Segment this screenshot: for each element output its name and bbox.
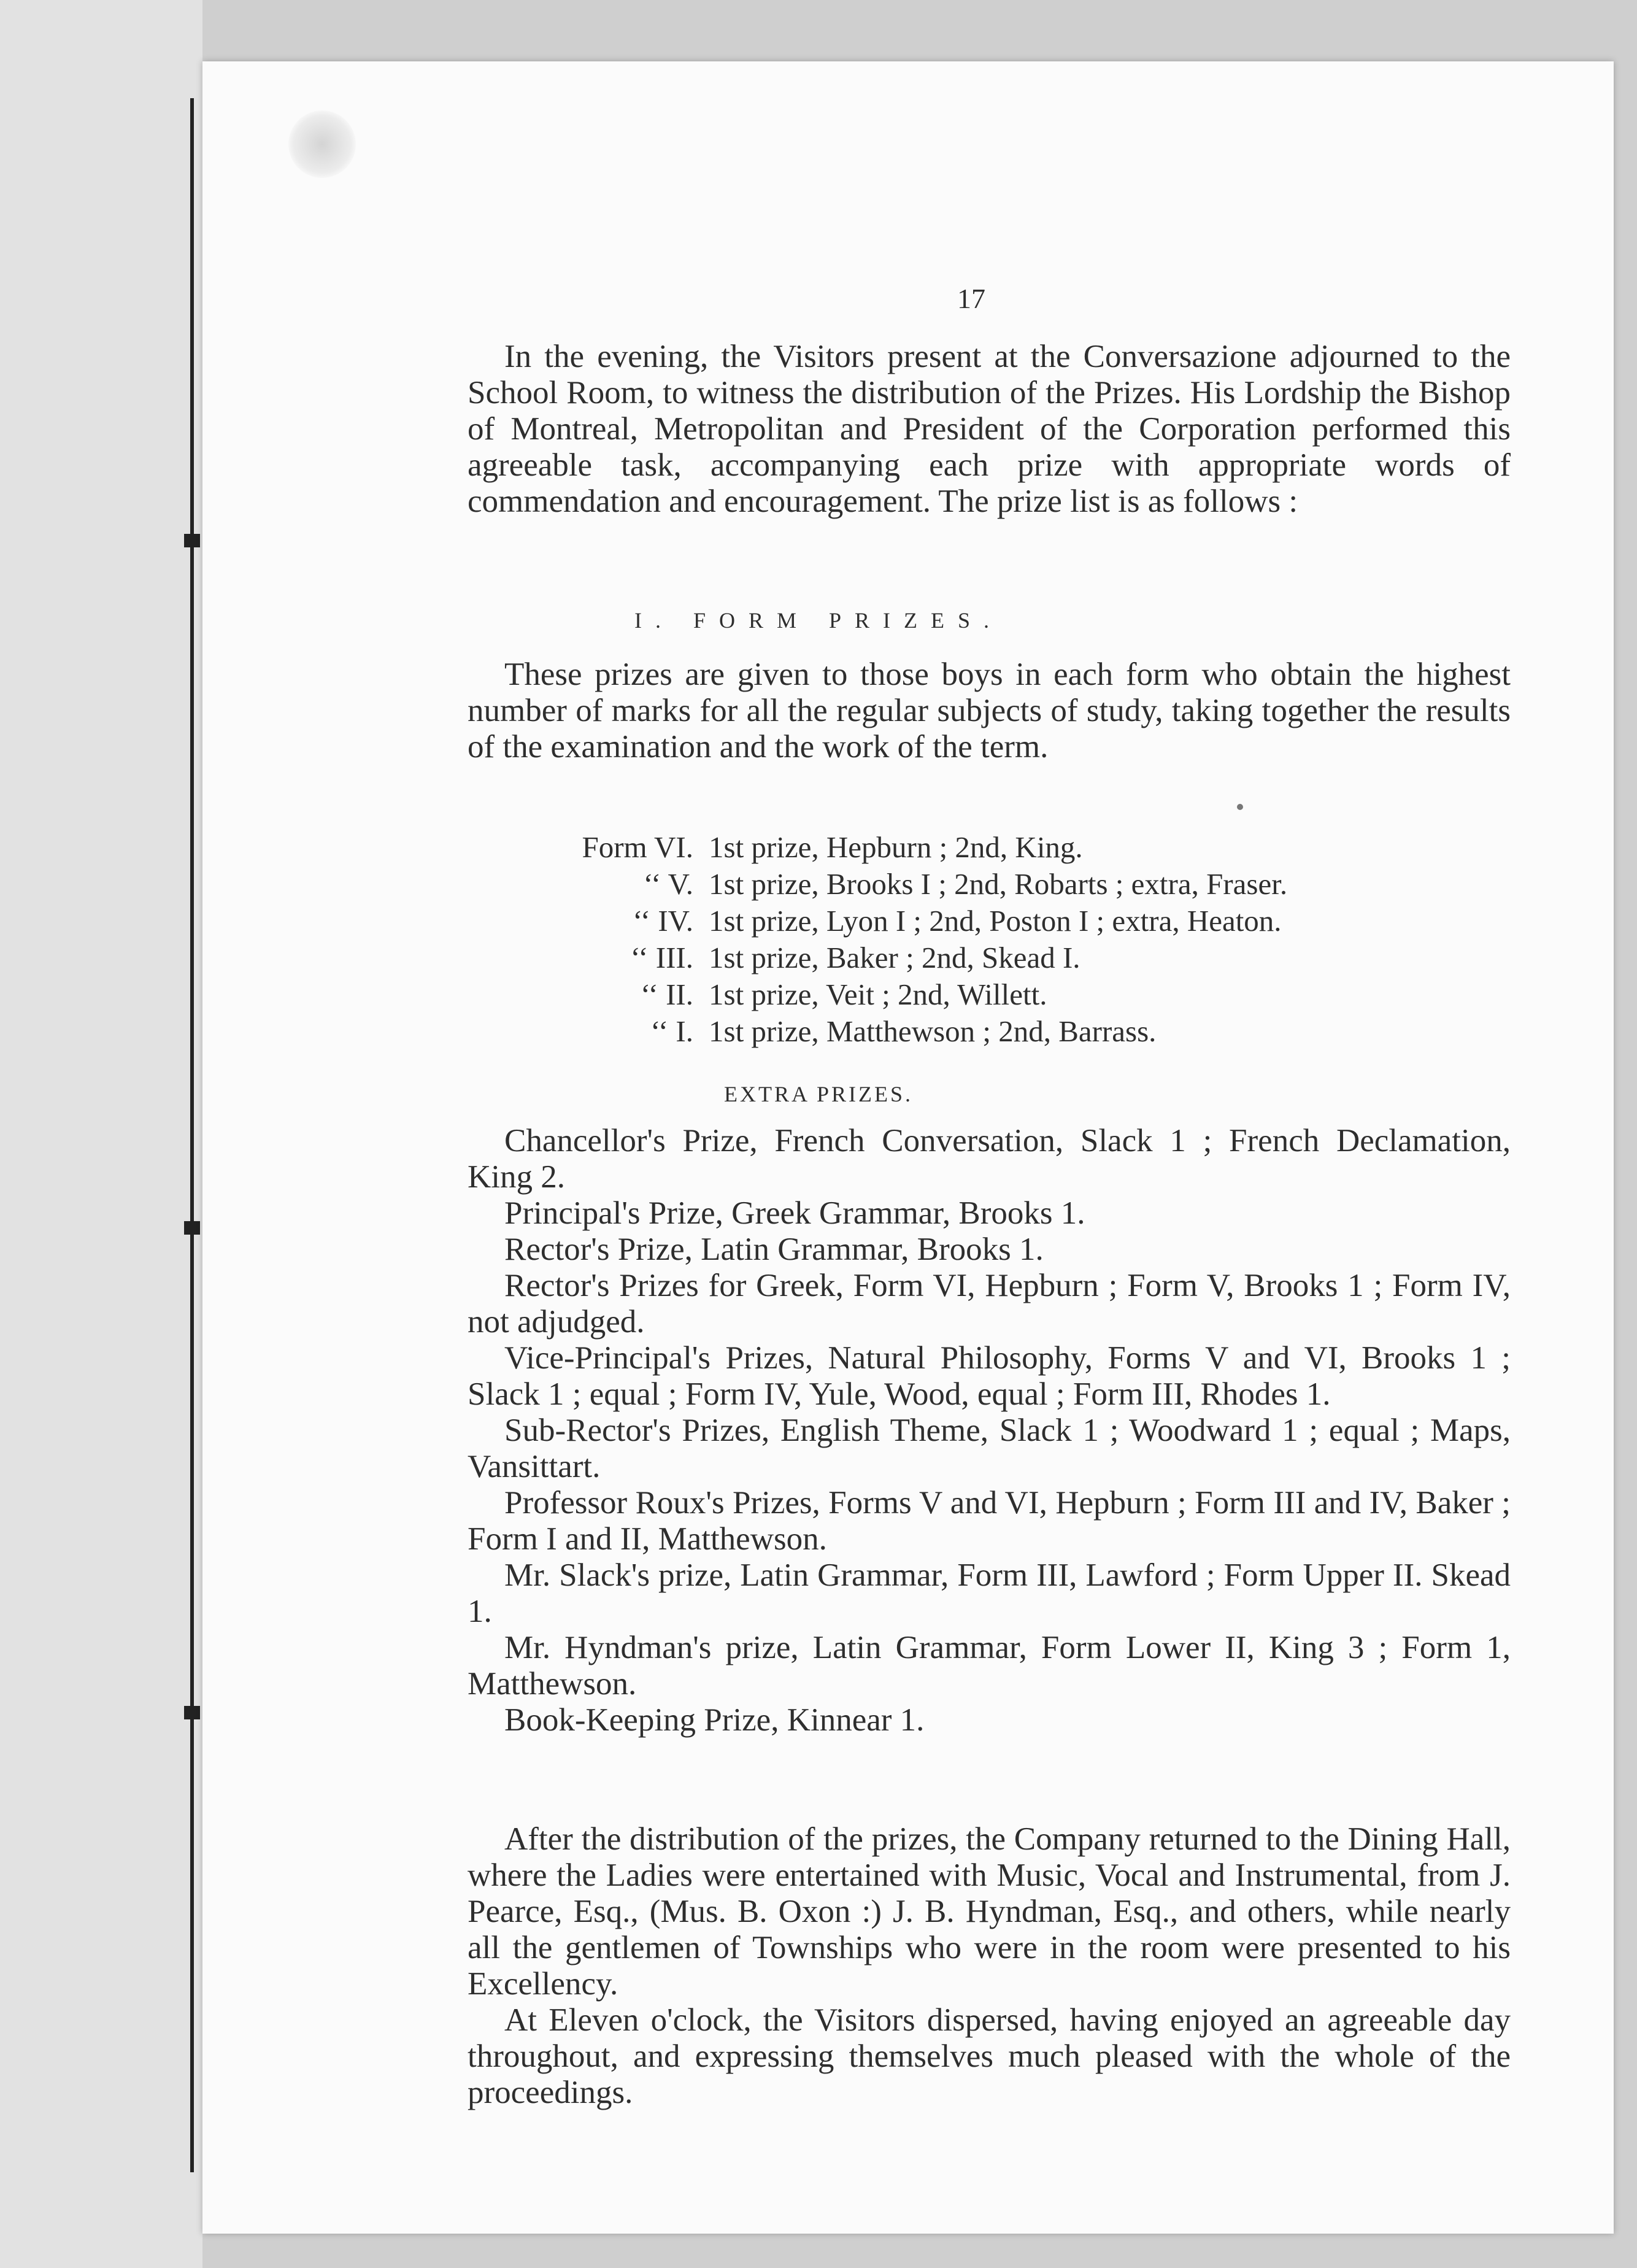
extra-prize-item: Chancellor's Prize, French Conversation, Slack 1 ; French Declamation, King 2. (468, 1123, 1511, 1195)
page-number: 17 (957, 283, 985, 314)
left-gutter (0, 0, 202, 2268)
extra-prize-item: Rector's Prizes for Greek, Form VI, Hepburn ; Form V, Brooks 1 ; Form IV, not adjudged. (468, 1268, 1511, 1340)
closing-paragraph: At Eleven o'clock, the Visitors dispersed, having enjoyed an agreeable day throughout, and expressing themselves much pleased with the whole of the proceedings. (468, 2002, 1511, 2110)
extra-prize-item: Rector's Prize, Latin Grammar, Brooks 1. (504, 1232, 1044, 1267)
form-prize-row (466, 830, 1509, 866)
intro-paragraph: In the evening, the Visitors present at the Conversazione adjourned to the School Room, to witness the distribution of the Prizes. His Lordship the Bishop of Montreal, Metropolitan and President of the Corporation performed this agreeable task, accompanying each prize with appropriate words of commendation and encouragement. The prize list is as follows : (468, 339, 1511, 519)
closing-paragraph: After the distribution of the prizes, the Company returned to the Dining Hall, where the Ladies were entertained with Music, Vocal and Instrumental, from J. Pearce, Esq., (Mus. B. Oxon :) J. B. Hyndman, Esq., and others, while nearly all the gentlemen of Townships who were in the room were presented to his Excellency. (468, 1821, 1511, 2002)
extra-prize-item: Book-Keeping Prize, Kinnear 1. (504, 1702, 925, 1738)
binding-tab (184, 1706, 200, 1719)
form-prize-text: 1st prize, Matthewson ; 2nd, Barrass. (709, 1014, 1157, 1048)
form-prize-text: 1st prize, Baker ; 2nd, Skead I. (709, 941, 1080, 974)
extra-prize-item: Mr. Slack's prize, Latin Grammar, Form III, Lawford ; Form Upper II. Skead 1. (468, 1557, 1511, 1629)
form-label: ‘‘ V. (643, 867, 693, 901)
binding-tab (184, 1221, 200, 1235)
form-prize-text: 1st prize, Hepburn ; 2nd, King. (709, 830, 1083, 864)
extra-prize-item: Sub-Rector's Prizes, English Theme, Slack 1 ; Woodward 1 ; equal ; Maps, Vansittart. (468, 1413, 1511, 1484)
extra-prize-item: Mr. Hyndman's prize, Latin Grammar, Form Lower II, King 3 ; Form 1, Matthewson. (468, 1630, 1511, 1702)
extra-prize-item: Principal's Prize, Greek Grammar, Brooks 1. (504, 1195, 1085, 1231)
page-smudge (288, 110, 356, 178)
form-prize-text: 1st prize, Veit ; 2nd, Willett. (709, 978, 1047, 1011)
form-prizes-heading: I. FORM PRIZES. (634, 608, 1003, 633)
extra-prizes-list (468, 1123, 1511, 1738)
form-label: ‘‘ II. (640, 978, 693, 1011)
form-label: ‘‘ III. (630, 941, 693, 974)
extra-prize-item: Vice-Principal's Prizes, Natural Philosophy, Forms V and VI, Brooks 1 ; Slack 1 ; equal ; Form IV, Yule, Wood, equal ; Form III, Rhodes 1. (468, 1340, 1511, 1412)
closing-section (468, 1821, 1511, 2111)
binding-tab (184, 534, 200, 547)
form-prize-row (466, 977, 1509, 1014)
form-prize-row (466, 1014, 1509, 1051)
form-prize-row (466, 903, 1509, 940)
form-prize-row (466, 940, 1509, 977)
form-label: Form VI. (582, 830, 693, 864)
form-prize-text: 1st prize, Lyon I ; 2nd, Poston I ; extra, Heaton. (709, 904, 1282, 938)
form-label: ‘‘ IV. (633, 904, 693, 938)
form-prizes-description: These prizes are given to those boys in each form who obtain the highest number of marks for all the regular subjects of study, taking together the results of the examination and the work of the term. (468, 657, 1511, 765)
extra-prize-item: Professor Roux's Prizes, Forms V and VI, Hepburn ; Form III and IV, Baker ; Form I and II, Matthewson. (468, 1485, 1511, 1557)
form-prize-text: 1st prize, Brooks I ; 2nd, Robarts ; extra, Fraser. (709, 867, 1288, 901)
extra-prizes-heading: EXTRA PRIZES. (723, 1082, 914, 1106)
binding-spine (190, 98, 194, 2172)
form-label: ‘‘ I. (650, 1014, 693, 1048)
form-prize-row (466, 866, 1509, 903)
ink-dot (1237, 804, 1243, 810)
